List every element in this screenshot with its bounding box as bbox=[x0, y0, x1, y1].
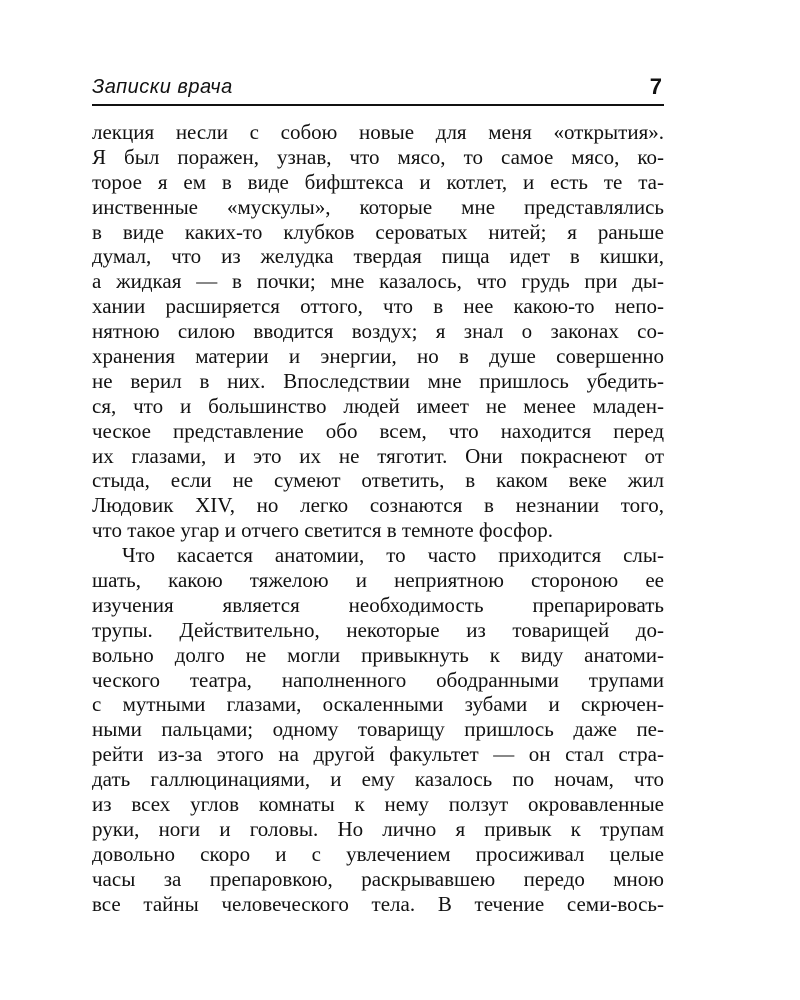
text-line: стыда, если не сумеют ответить, в каком веке жил bbox=[92, 468, 664, 493]
running-header bbox=[92, 70, 664, 106]
running-title: Записки врача bbox=[92, 76, 233, 98]
text-line: а жидкая — в почки; мне казалось, что грудь при ды- bbox=[92, 269, 664, 294]
text-line: довольно скоро и с увлечением просиживал целые bbox=[92, 841, 664, 866]
text-line: их глазами, и это их не тяготит. Они покраснеют от bbox=[92, 443, 664, 468]
text-line: торое я ем в виде бифштекса и котлет, и есть те та- bbox=[92, 169, 664, 194]
text-line: Я был поражен, узнав, что мясо, то самое мясо, ко- bbox=[92, 144, 664, 169]
text-line: в виде каких-то клубков сероватых нитей; я раньше bbox=[92, 219, 664, 244]
text-line: все тайны человеческого тела. В течение семи-вось- bbox=[92, 891, 664, 916]
page-number: 7 bbox=[649, 74, 662, 99]
text-line: ческого театра, наполненного ободранными трупами bbox=[92, 667, 664, 692]
text-line: из всех углов комнаты к нему ползут окровавленные bbox=[92, 792, 664, 817]
paragraph-1 bbox=[92, 120, 664, 543]
text-line: часы за препаровкою, раскрывавшею передо мною bbox=[92, 866, 664, 891]
text-line: нятною силою вводится воздух; я знал о законах со- bbox=[92, 319, 664, 344]
text-line: ческое представление обо всем, что находится перед bbox=[92, 418, 664, 443]
text-line: что такое угар и отчего светится в темноте фосфор. bbox=[92, 518, 553, 543]
text-line: думал, что из желудка твердая пища идет в кишки, bbox=[92, 244, 664, 269]
text-line: ными пальцами; одному товарищу пришлось даже пе- bbox=[92, 717, 664, 742]
text-line: Людовик XIV, но легко сознаются в незнании того, bbox=[92, 493, 664, 518]
text-line: вольно долго не могли привыкнуть к виду анатоми- bbox=[92, 642, 664, 667]
text-line: с мутными глазами, оскаленными зубами и скрючен- bbox=[92, 692, 664, 717]
body-text bbox=[92, 120, 664, 917]
text-line: хранения материи и энергии, но в душе совершенно bbox=[92, 344, 664, 369]
text-line: хании расширяется оттого, что в нее какою-то непо- bbox=[92, 294, 664, 319]
text-line: изучения является необходимость препарировать bbox=[92, 592, 664, 617]
text-line: дать галлюцинациями, и ему казалось по ночам, что bbox=[92, 767, 664, 792]
text-line: ся, что и большинство людей имеет не менее младен- bbox=[92, 393, 664, 418]
text-line: руки, ноги и головы. Но лично я привык к трупам bbox=[92, 816, 664, 841]
text-line: не верил в них. Впоследствии мне пришлось убедить- bbox=[92, 368, 664, 393]
text-line: трупы. Действительно, некоторые из товарищей до- bbox=[92, 617, 664, 642]
text-line: инственные «мускулы», которые мне представлялись bbox=[92, 194, 664, 219]
text-line: Что касается анатомии, то часто приходится слы- bbox=[122, 543, 664, 568]
text-line: шать, какою тяжелою и неприятною стороною ее bbox=[92, 568, 664, 593]
text-line: лекция несли с собою новые для меня «открытия». bbox=[92, 120, 664, 144]
paragraph-2 bbox=[92, 543, 664, 916]
book-page bbox=[92, 70, 664, 917]
text-line: рейти из-за этого на другой факультет — он стал стра- bbox=[92, 742, 664, 767]
